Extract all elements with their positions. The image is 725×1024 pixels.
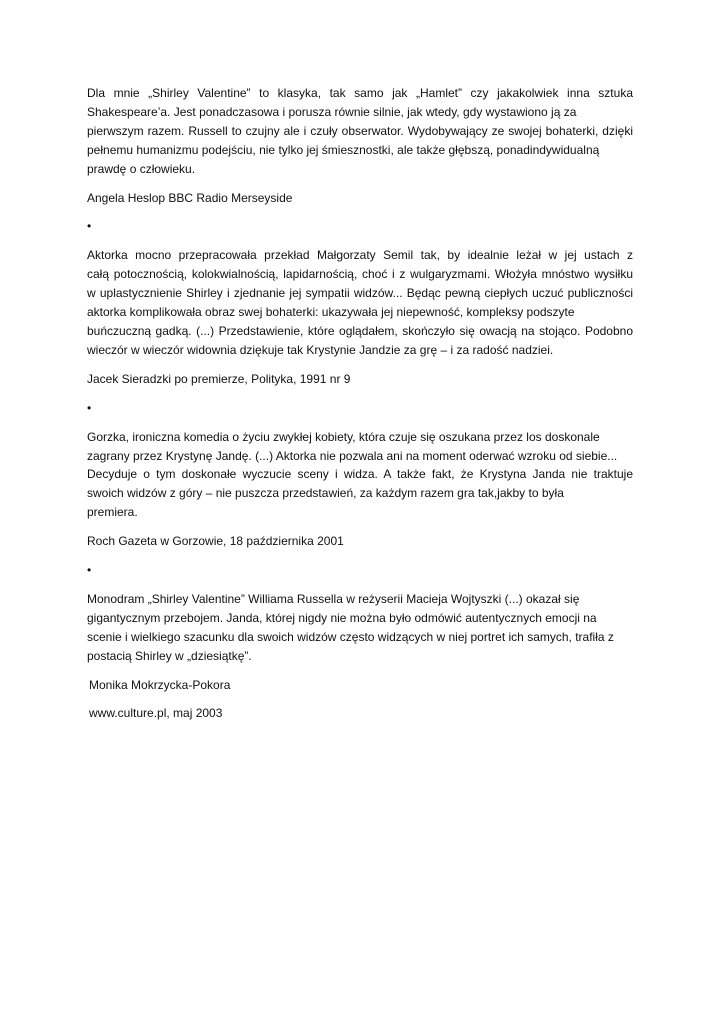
text-line: Shakespeare’a. Jest ponadczasowa i porusza równie silnie, jak wtedy, gdy wystawiono ją za (87, 104, 577, 119)
text-line: zagrany przez Krystynę Jandę. (...) Aktorka nie pozwala ani na moment oderwać wzroku od siebie... (87, 448, 618, 463)
text-line: całą potocznością, kolokwialnością, lapidarnością, choć i z wulgaryzmami. Włożyła mnóstwo wysiłku (87, 267, 633, 282)
text-line: wieczór w wieczór widownia dziękuje tak Krystynie Jandzie za grę – i za radość nadziei. (87, 342, 554, 357)
review-paragraph (87, 428, 633, 523)
text-line: buńczuczną gadką. (...) Przedstawienie, które oglądałem, skończyło się owacją na stojąco. Podobno (87, 323, 633, 338)
bullet-separator: • (87, 400, 92, 415)
text-line: swoich widzów z góry – nie puszcza przedstawień, za każdym razem gra tak,jakby to była (87, 486, 564, 501)
review-source: Angela Heslop BBC Radio Merseyside (87, 190, 293, 205)
review-source: Monika Mokrzycka-Pokora (89, 677, 231, 692)
text-line: pełnemu humanizmu podejściu, nie tylko jej śmiesznostki, ale także głębszą, ponadindywidualną (87, 142, 600, 157)
review-paragraph (87, 84, 633, 179)
text-line: Aktorka mocno przepracowała przekład Małgorzaty Semil tak, by idealnie leżał w jej ustach z (87, 248, 633, 263)
review-source: Jacek Sieradzki po premierze, Polityka, 1991 nr 9 (87, 371, 351, 386)
text-line: premiera. (87, 505, 138, 520)
text-line: Monodram „Shirley Valentine” Williama Russella w reżyserii Macieja Wojtyszki (...) okazał się (87, 591, 580, 606)
review-paragraph (87, 246, 633, 359)
text-line: aktorka komplikowała obraz swej bohaterki: ukazywała jej niepewność, kompleksy podszyte (87, 305, 575, 320)
text-line: Decyduje o tym doskonałe wyczucie sceny i widza. A także fakt, że Krystyna Janda nie traktuje (87, 467, 633, 482)
text-line: Dla mnie „Shirley Valentine” to klasyka, tak samo jak „Hamlet” czy jakakolwiek inna sztuka (87, 86, 633, 100)
text-line: scenie i wielkiego szacunku dla swoich widzów często widzących w niej portret ich samych, trafiła z (87, 629, 614, 644)
text-line: Gorzka, ironiczna komedia o życiu zwykłej kobiety, która czuje się oszukana przez los doskonale (87, 429, 600, 444)
text-line: w uplastycznienie Shirley i zjednanie jej sympatii widzów... Będąc pewną ciepłych uczuć publiczności (87, 286, 633, 301)
text-line: pierwszym razem. Russell to czujny ale i czuły obserwator. Wydobywający ze swojej bohaterki, dzięki (87, 123, 633, 138)
review-paragraph (87, 590, 633, 666)
bullet-separator: • (87, 219, 92, 234)
document-page (87, 84, 633, 733)
text-line: prawdę o człowieku. (87, 161, 196, 176)
review-source-url: www.culture.pl, maj 2003 (89, 706, 223, 721)
review-source: Roch Gazeta w Gorzowie, 18 października 2001 (87, 534, 344, 549)
text-line: postacią Shirley w „dziesiątkę”. (87, 648, 252, 663)
text-line: gigantycznym przebojem. Janda, której nigdy nie można było odmówić autentycznych emocji na (87, 610, 597, 625)
bullet-separator: • (87, 563, 92, 578)
